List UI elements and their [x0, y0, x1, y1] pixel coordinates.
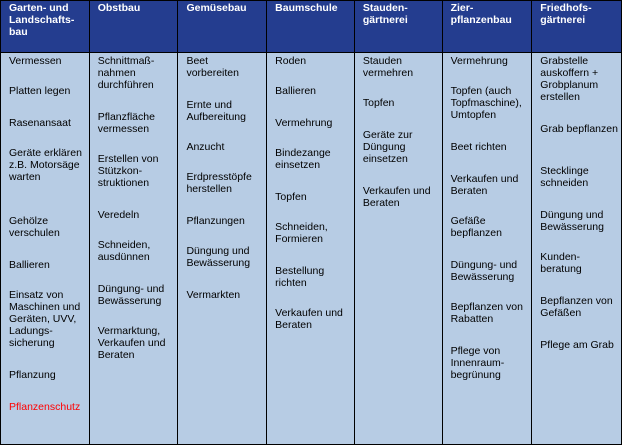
list-item: Ernte und Aufbereitung	[186, 99, 246, 123]
list-item: Rasenansaat	[9, 117, 71, 129]
list-item: Bepflanzen von Rabatten	[450, 301, 523, 325]
list-item: Grabstelle auskoffern + Grobplanum erstellen	[540, 55, 599, 103]
list-item: Schneiden, ausdünnen	[97, 239, 151, 263]
list-item: Veredeln	[97, 209, 140, 221]
header-friedhofsgaertnerei: Friedhofs-gärtnerei	[540, 2, 592, 26]
list-item: Vermehrung	[275, 117, 333, 129]
column-gemuesebau	[178, 53, 267, 444]
list-item: Platten legen	[9, 85, 71, 97]
list-item: Düngung und Bewässerung	[540, 209, 604, 233]
list-item: Beet vorbereiten	[186, 55, 239, 79]
list-item: Kunden-beratung	[540, 251, 582, 275]
column-garten-landschaftsbau	[1, 53, 90, 444]
list-item: Stecklinge schneiden	[540, 165, 589, 189]
list-item: Vermehrung	[450, 55, 508, 67]
list-item: Grab bepflanzen	[540, 123, 618, 135]
list-item: Verkaufen und Beraten	[362, 185, 431, 209]
list-item: Bindezange einsetzen	[275, 147, 331, 171]
list-item: Beet richten	[450, 141, 507, 153]
list-item: Pflanzungen	[186, 215, 245, 227]
header-obstbau: Obstbau	[90, 1, 179, 52]
list-item: Düngung- und Bewässerung	[97, 283, 165, 307]
list-item: Vermarktung, Verkaufen und Beraten	[97, 325, 166, 361]
list-item: Verkaufen und Beraten	[450, 173, 519, 197]
list-item: Erdpresstöpfe herstellen	[186, 171, 252, 195]
list-item: Gehölze verschulen	[9, 215, 60, 239]
header-row	[1, 1, 621, 53]
header-gemuesebau: Gemüsebau	[178, 1, 267, 52]
header-garten-landschaftsbau: Garten- und Landschafts-bau	[1, 1, 90, 52]
list-item: Verkaufen und Beraten	[275, 307, 343, 331]
body-row	[1, 53, 621, 444]
list-item: Topfen	[275, 191, 307, 203]
list-item: Bepflanzen von Gefäßen	[540, 295, 613, 319]
list-item: Roden	[275, 55, 307, 67]
list-item: Erstellen von Stützkon-struktionen	[97, 153, 159, 189]
list-item: Geräte zur Düngung einsetzen	[362, 129, 413, 165]
list-item: Vermessen	[9, 55, 62, 67]
column-friedhofsgaertnerei	[532, 53, 621, 444]
list-item: Ballieren	[9, 259, 50, 271]
list-item: Gefäße bepflanzen	[450, 215, 502, 239]
list-item: Einsatz von Maschinen und Geräten, UVV, Ladungs-sicherung	[9, 289, 81, 349]
list-item: Düngung- und Bewässerung	[450, 259, 518, 283]
header-staudengaertnerei: Stauden-gärtnerei	[355, 1, 443, 52]
list-item: Schnittmaß-nahmen durchführen	[97, 55, 155, 91]
list-item: Geräte erklären z.B. Motorsäge warten	[9, 147, 82, 183]
list-item: Schneiden, Formieren	[275, 221, 328, 245]
list-item: Ballieren	[275, 85, 317, 97]
header-baumschule: Baumschule	[267, 1, 355, 52]
column-baumschule	[267, 53, 355, 444]
column-obstbau	[90, 53, 179, 444]
list-item: Topfen (auch Topfmaschine), Umtopfen	[450, 85, 522, 121]
list-item: Vermarkten	[186, 289, 241, 301]
column-zierpflanzenbau	[443, 53, 533, 444]
list-item: Anzucht	[186, 141, 225, 153]
list-item: Düngung und Bewässerung	[186, 245, 251, 269]
list-item: Pflanzung	[9, 369, 56, 381]
list-item: Pflege am Grab	[540, 339, 614, 351]
column-staudengaertnerei	[355, 53, 443, 444]
list-item: Pflege von Innenraum-begrünung	[450, 345, 505, 381]
list-item: Bestellung richten	[275, 265, 325, 289]
header-zierpflanzenbau: Zier-pflanzenbau	[443, 1, 533, 52]
list-item: Topfen	[362, 97, 395, 109]
list-item: Stauden vermehren	[362, 55, 414, 79]
list-item: Pflanzfläche vermessen	[97, 111, 155, 135]
list-item-pflanzenschutz: Pflanzenschutz	[9, 401, 81, 413]
